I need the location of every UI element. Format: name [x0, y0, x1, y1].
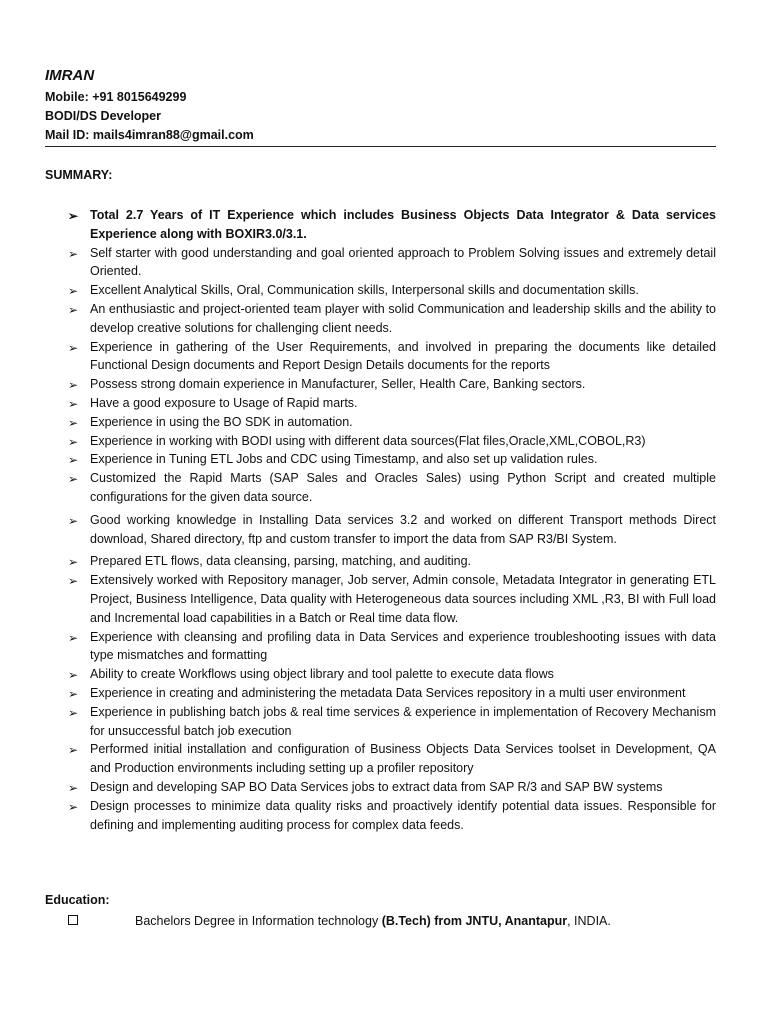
arrow-bullet-icon: ➢ [68, 209, 79, 223]
list-item: ➢ Excellent Analytical Skills, Oral, Communication skills, Interpersonal skills and documentation skills. [68, 281, 716, 300]
arrow-bullet-icon: ➢ [68, 686, 79, 701]
list-item: ➢ Extensively worked with Repository manager, Job server, Admin console, Metadata Integrator in generating ETL Project, Business Intelligence, Data quality with Heterogeneous data sources including XML ,R3, BI with Full load and Incremental load capabilities in a Batch or Real time data flow. [68, 573, 716, 625]
list-item: ➢ Experience in using the BO SDK in automation. [68, 413, 716, 432]
list-item: ➢ Experience in working with BODI using with different data sources(Flat files,Oracle,XML,COBOL,R3) [68, 432, 716, 451]
arrow-bullet-icon: ➢ [68, 513, 79, 528]
list-item: ➢ Design processes to minimize data quality risks and proactively identify potential data issues. Responsible for defining and implementing auditing process for complex data feeds. [68, 798, 716, 832]
arrow-bullet-icon: ➢ [68, 574, 79, 589]
summary-list [68, 206, 716, 834]
arrow-bullet-icon: ➢ [68, 284, 79, 299]
arrow-bullet-icon: ➢ [68, 396, 79, 411]
arrow-bullet-icon: ➢ [68, 555, 79, 570]
candidate-name: IMRAN [45, 67, 95, 84]
institution-text: (B.Tech) from JNTU, Anantapur [381, 914, 568, 928]
list-item: ➢ Prepared ETL flows, data cleansing, parsing, matching, and auditing. [68, 552, 716, 571]
list-item: ➢ Possess strong domain experience in Manufacturer, Seller, Health Care, Banking sectors. [68, 375, 716, 394]
list-item: ➢ Customized the Rapid Marts (SAP Sales and Oracles Sales) using Python Script and created multiple configurations for the given data source. [68, 471, 716, 504]
degree-text: Bachelors Degree in Information technology [135, 914, 379, 928]
arrow-bullet-icon: ➢ [68, 472, 79, 487]
list-item: ➢ Experience in gathering of the User Requirements, and involved in preparing the documents like detailed Functional Design documents and Report Design Details documents for the reports [68, 339, 716, 373]
arrow-bullet-icon: ➢ [68, 453, 79, 468]
list-item: ➢ Experience with cleansing and profiling data in Data Services and experience troubleshooting issues with data type mismatches and formatting [68, 629, 716, 663]
arrow-bullet-icon: ➢ [68, 302, 79, 317]
list-item: ➢ Good working knowledge in Installing Data services 3.2 and worked on different Transport methods Direct download, Shared directory, ftp and custom transfer to import the data from SAP R3/BI System. [68, 512, 716, 546]
country-text: , INDIA. [567, 914, 611, 928]
arrow-bullet-icon: ➢ [68, 668, 79, 683]
mail-line: Mail ID: mails4imran88@gmail.com [45, 128, 254, 142]
list-item: ➢ Performed initial installation and configuration of Business Objects Data Services toolset in Development, QA and Production environments including setting up a profiler repository [68, 742, 716, 776]
header-divider [45, 146, 716, 147]
summary-heading: SUMMARY: [45, 168, 113, 182]
arrow-bullet-icon: ➢ [68, 630, 79, 645]
list-item: ➢ Experience in Tuning ETL Jobs and CDC using Timestamp, and also set up validation rules. [68, 450, 716, 469]
arrow-bullet-icon: ➢ [68, 705, 79, 720]
education-text [135, 914, 611, 928]
arrow-bullet-icon: ➢ [68, 246, 79, 261]
arrow-bullet-icon: ➢ [68, 378, 79, 393]
mobile-line: Mobile: +91 8015649299 [45, 90, 187, 104]
arrow-bullet-icon: ➢ [68, 743, 79, 758]
list-item: ➢ An enthusiastic and project-oriented team player with solid Communication and leadership skills and the ability to develop creative solutions for challenging client needs. [68, 301, 716, 335]
checkbox-bullet-icon [68, 915, 78, 925]
list-item: ➢ Total 2.7 Years of IT Experience which includes Business Objects Data Integrator & Data services Experience along with BOXIR3.0/3.1. [68, 208, 716, 241]
arrow-bullet-icon: ➢ [68, 415, 79, 430]
list-item: ➢ Design and developing SAP BO Data Services jobs to extract data from SAP R/3 and SAP BW systems [68, 778, 716, 797]
list-item: ➢ Experience in publishing batch jobs & real time services & experience in implementation of Recovery Mechanism for unsuccessful batch job execution [68, 704, 716, 738]
arrow-bullet-icon: ➢ [68, 434, 79, 449]
list-item: ➢ Experience in creating and administering the metadata Data Services repository in a multi user environment [68, 684, 716, 703]
education-heading: Education: [45, 893, 110, 907]
list-item: ➢ Ability to create Workflows using object library and tool palette to execute data flows [68, 665, 716, 684]
role-line: BODI/DS Developer [45, 109, 162, 123]
list-item: ➢ Have a good exposure to Usage of Rapid marts. [68, 394, 716, 413]
arrow-bullet-icon: ➢ [68, 340, 79, 355]
arrow-bullet-icon: ➢ [68, 799, 79, 814]
list-item: ➢ Self starter with good understanding and goal oriented approach to Problem Solving issues and extremely detail Oriented. [68, 245, 716, 279]
arrow-bullet-icon: ➢ [68, 780, 79, 795]
